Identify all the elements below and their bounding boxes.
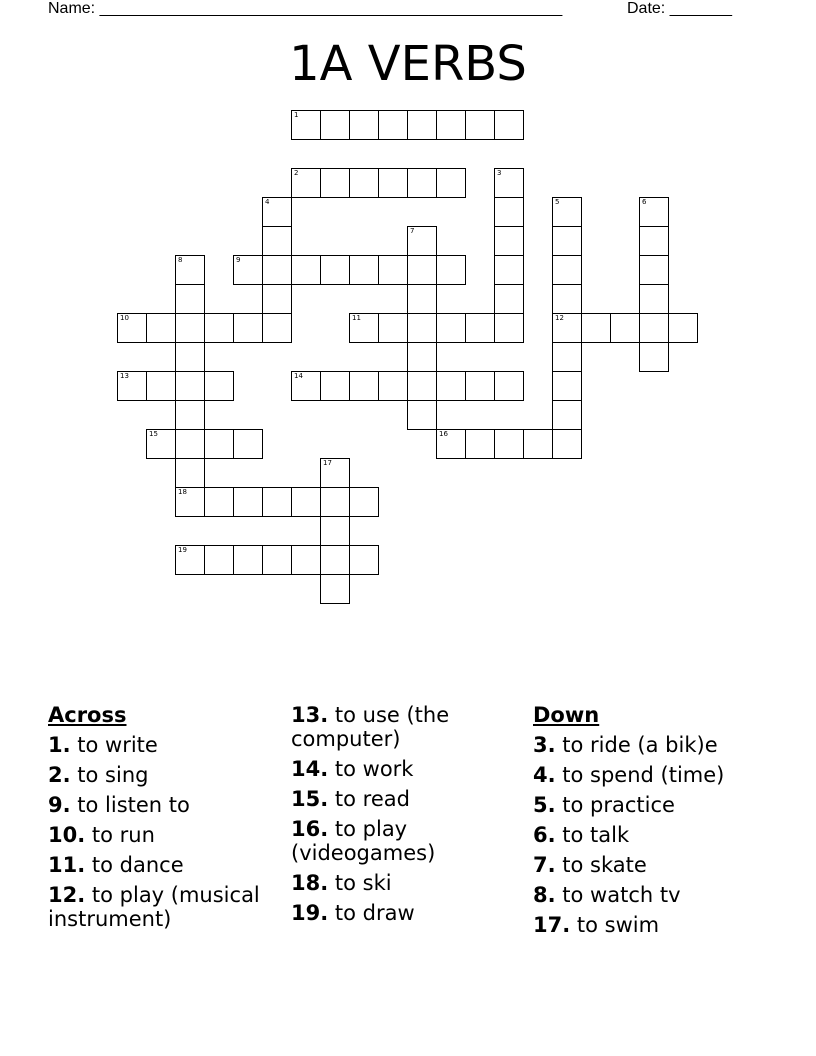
clue-number: 6	[642, 198, 647, 206]
grid-cell[interactable]	[349, 168, 379, 198]
grid-cell[interactable]	[436, 255, 466, 285]
grid-cell[interactable]	[175, 342, 205, 372]
grid-cell[interactable]	[262, 226, 292, 256]
clue-across-11: 11. to dance	[48, 853, 184, 877]
clue-number: 11	[352, 314, 361, 322]
grid-cell[interactable]	[494, 429, 524, 459]
grid-cell[interactable]	[291, 255, 321, 285]
grid-cell[interactable]	[146, 313, 176, 343]
grid-cell[interactable]	[262, 487, 292, 517]
grid-cell[interactable]	[175, 255, 205, 285]
clue-across-15: 15. to read	[291, 787, 410, 811]
grid-cell[interactable]	[494, 284, 524, 314]
grid-cell[interactable]	[204, 429, 234, 459]
grid-cell[interactable]	[436, 313, 466, 343]
grid-cell[interactable]	[494, 168, 524, 198]
clue-across-2: 2. to sing	[48, 763, 149, 787]
clue-across-10: 10. to run	[48, 823, 155, 847]
grid-cell[interactable]	[349, 545, 379, 575]
grid-cell[interactable]	[639, 342, 669, 372]
grid-cell[interactable]	[262, 284, 292, 314]
grid-cell[interactable]	[436, 371, 466, 401]
grid-cell[interactable]	[146, 429, 176, 459]
clue-across-14: 14. to work	[291, 757, 414, 781]
grid-cell[interactable]	[552, 371, 582, 401]
grid-cell[interactable]	[204, 545, 234, 575]
grid-cell[interactable]	[175, 400, 205, 430]
clue-across-12: 12. to play (musical instrument)	[48, 883, 260, 931]
clue-across-9: 9. to listen to	[48, 793, 190, 817]
clue-number: 8	[178, 256, 183, 264]
grid-cell[interactable]	[320, 255, 350, 285]
clue-down-3: 3. to ride (a bik)e	[533, 733, 718, 757]
grid-cell[interactable]	[552, 226, 582, 256]
down-clues	[533, 703, 773, 943]
clue-number: 19	[178, 546, 187, 554]
clue-down-8: 8. to watch tv	[533, 883, 681, 907]
grid-cell[interactable]	[204, 371, 234, 401]
grid-cell[interactable]	[204, 487, 234, 517]
grid-cell[interactable]	[175, 284, 205, 314]
grid-cell[interactable]	[610, 313, 640, 343]
grid-cell[interactable]	[639, 284, 669, 314]
grid-cell[interactable]	[146, 371, 176, 401]
grid-cell[interactable]	[291, 371, 321, 401]
grid-cell[interactable]	[233, 255, 263, 285]
clue-number: 5	[555, 198, 560, 206]
grid-cell[interactable]	[291, 545, 321, 575]
grid-cell[interactable]	[436, 110, 466, 140]
grid-cell[interactable]	[349, 313, 379, 343]
grid-cell[interactable]	[407, 400, 437, 430]
grid-cell[interactable]	[552, 342, 582, 372]
grid-cell[interactable]	[552, 284, 582, 314]
grid-cell[interactable]	[407, 284, 437, 314]
clue-number: 9	[236, 256, 241, 264]
grid-cell[interactable]	[494, 313, 524, 343]
clue-down-7: 7. to skate	[533, 853, 647, 877]
down-heading: Down	[533, 703, 600, 727]
grid-cell[interactable]	[320, 458, 350, 488]
grid-cell[interactable]	[349, 110, 379, 140]
grid-cell[interactable]	[175, 429, 205, 459]
clue-number: 14	[294, 372, 303, 380]
grid-cell[interactable]	[349, 487, 379, 517]
grid-cell[interactable]	[117, 371, 147, 401]
clue-number: 7	[410, 227, 415, 235]
grid-cell[interactable]	[320, 168, 350, 198]
grid-cell[interactable]	[233, 487, 263, 517]
clue-down-6: 6. to talk	[533, 823, 630, 847]
grid-cell[interactable]	[204, 313, 234, 343]
grid-cell[interactable]	[291, 110, 321, 140]
grid-cell[interactable]	[378, 313, 408, 343]
clue-number: 2	[294, 169, 299, 177]
grid-cell[interactable]	[407, 226, 437, 256]
clue-number: 15	[149, 430, 158, 438]
grid-cell[interactable]	[552, 400, 582, 430]
grid-cell[interactable]	[233, 313, 263, 343]
grid-cell[interactable]	[291, 168, 321, 198]
clue-across-13: 13. to use (the computer)	[291, 703, 450, 751]
name-field[interactable]: Name: ____________________________________________________	[48, 0, 563, 17]
grid-cell[interactable]	[320, 574, 350, 604]
date-field[interactable]: Date: _______	[627, 0, 732, 17]
grid-cell[interactable]	[668, 313, 698, 343]
grid-cell[interactable]	[262, 255, 292, 285]
clue-number: 4	[265, 198, 270, 206]
clue-down-17: 17. to swim	[533, 913, 660, 937]
grid-cell[interactable]	[523, 429, 553, 459]
grid-cell[interactable]	[378, 255, 408, 285]
grid-cell[interactable]	[233, 545, 263, 575]
clue-number: 3	[497, 169, 502, 177]
grid-cell[interactable]	[552, 429, 582, 459]
across-heading: Across	[48, 703, 127, 727]
grid-cell[interactable]	[407, 313, 437, 343]
grid-cell[interactable]	[639, 226, 669, 256]
grid-cell[interactable]	[320, 110, 350, 140]
grid-cell[interactable]	[291, 487, 321, 517]
page-title: 1A VERBS	[289, 36, 527, 92]
grid-cell[interactable]	[494, 371, 524, 401]
grid-cell[interactable]	[465, 429, 495, 459]
across-clues-col2	[291, 703, 527, 931]
grid-cell[interactable]	[494, 197, 524, 227]
grid-cell[interactable]	[175, 371, 205, 401]
across-clues-col1	[48, 703, 284, 937]
clue-number: 10	[120, 314, 129, 322]
grid-cell[interactable]	[465, 110, 495, 140]
grid-cell[interactable]	[262, 545, 292, 575]
grid-cell[interactable]	[465, 371, 495, 401]
grid-cell[interactable]	[175, 313, 205, 343]
grid-cell[interactable]	[407, 110, 437, 140]
grid-cell[interactable]	[320, 487, 350, 517]
clue-number: 18	[178, 488, 187, 496]
grid-cell[interactable]	[378, 110, 408, 140]
grid-cell[interactable]	[407, 371, 437, 401]
clue-number: 1	[294, 111, 299, 119]
grid-cell[interactable]	[639, 197, 669, 227]
clue-number: 12	[555, 314, 564, 322]
grid-cell[interactable]	[436, 429, 466, 459]
grid-cell[interactable]	[175, 487, 205, 517]
grid-cell[interactable]	[494, 255, 524, 285]
grid-cell[interactable]	[378, 168, 408, 198]
clue-number: 13	[120, 372, 129, 380]
clue-across-18: 18. to ski	[291, 871, 392, 895]
clue-down-4: 4. to spend (time)	[533, 763, 725, 787]
clue-down-5: 5. to practice	[533, 793, 675, 817]
grid-cell[interactable]	[639, 313, 669, 343]
grid-cell[interactable]	[552, 313, 582, 343]
grid-cell[interactable]	[407, 168, 437, 198]
grid-cell[interactable]	[494, 110, 524, 140]
grid-cell[interactable]	[175, 458, 205, 488]
grid-cell[interactable]	[465, 313, 495, 343]
grid-cell[interactable]	[320, 516, 350, 546]
grid-cell[interactable]	[494, 226, 524, 256]
clue-across-19: 19. to draw	[291, 901, 415, 925]
grid-cell[interactable]	[581, 313, 611, 343]
grid-cell[interactable]	[552, 197, 582, 227]
grid-cell[interactable]	[320, 371, 350, 401]
grid-cell[interactable]	[639, 255, 669, 285]
clue-across-1: 1. to write	[48, 733, 158, 757]
clue-number: 17	[323, 459, 332, 467]
grid-cell[interactable]	[233, 429, 263, 459]
grid-cell[interactable]	[320, 545, 350, 575]
grid-cell[interactable]	[262, 313, 292, 343]
grid-cell[interactable]	[349, 371, 379, 401]
grid-cell[interactable]	[407, 255, 437, 285]
grid-cell[interactable]	[117, 313, 147, 343]
grid-cell[interactable]	[552, 255, 582, 285]
grid-cell[interactable]	[349, 255, 379, 285]
grid-cell[interactable]	[262, 197, 292, 227]
clue-number: 16	[439, 430, 448, 438]
grid-cell[interactable]	[436, 168, 466, 198]
grid-cell[interactable]	[407, 342, 437, 372]
clue-across-16: 16. to play (videogames)	[291, 817, 436, 865]
grid-cell[interactable]	[175, 545, 205, 575]
grid-cell[interactable]	[378, 371, 408, 401]
